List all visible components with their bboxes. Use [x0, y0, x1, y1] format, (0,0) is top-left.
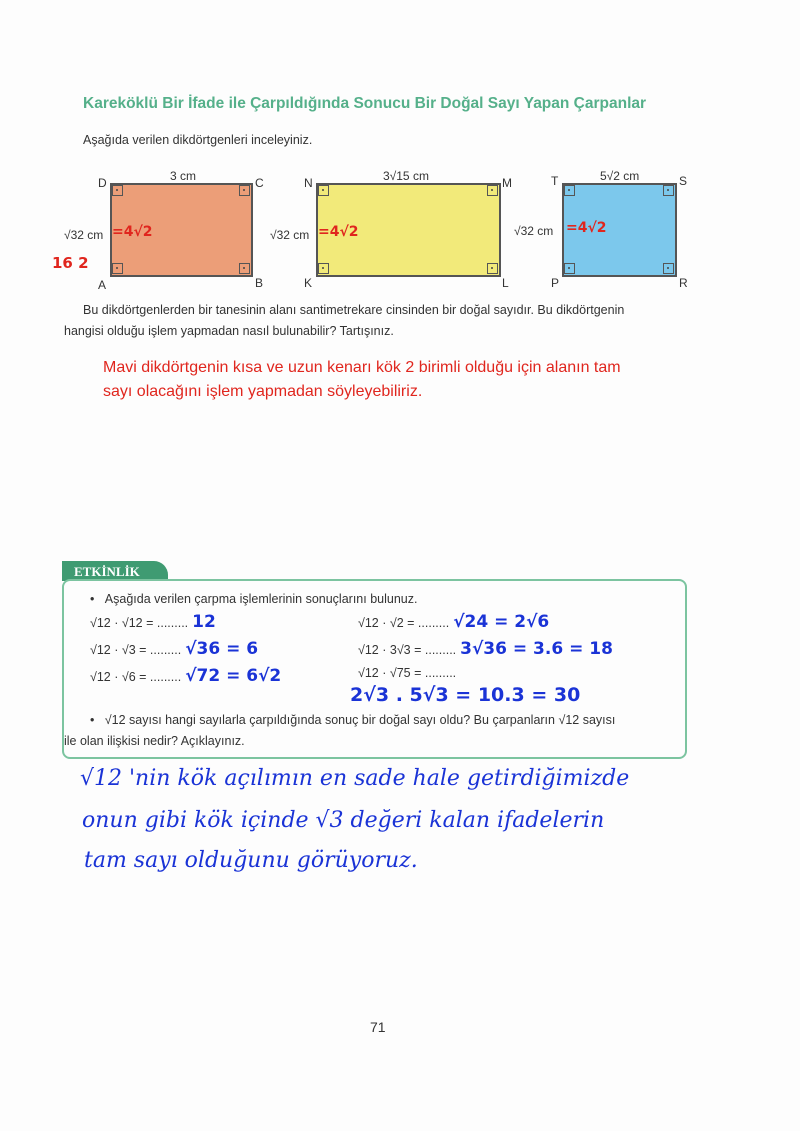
equation-row — [358, 639, 613, 659]
vertex-label: P — [551, 276, 560, 290]
vertex-label: B — [255, 276, 264, 290]
vertex-label: S — [679, 174, 688, 188]
equation: √12 · 3√3 = ......... — [358, 643, 457, 657]
handwritten-note: =4√2 — [112, 224, 153, 240]
handwritten-note: =4√2 — [566, 220, 607, 236]
vertex-label: A — [98, 278, 107, 292]
vertex-label: D — [98, 176, 107, 190]
activity-tab: ETKİNLİK — [62, 561, 168, 581]
vertex-label: T — [551, 174, 559, 188]
activity-question-2: ile olan ilişkisi nedir? Açıklayınız. — [64, 734, 245, 748]
equation-row — [90, 666, 281, 686]
answer-line-1: Mavi dikdörtgenin kısa ve uzun kenarı kök 2 birimli olduğu için alanın tam — [103, 359, 621, 376]
top-length: 5√2 cm — [600, 169, 640, 183]
vertex-label: M — [502, 176, 512, 190]
handwritten-answer: √36 = 6 — [185, 639, 259, 659]
vertex-label: R — [679, 276, 688, 290]
equation-row — [90, 639, 258, 659]
equation-row — [90, 612, 216, 632]
handwritten-line-2: onun gibi kök içinde √3 değeri kalan ifadelerin — [82, 808, 605, 833]
side-length: √32 cm — [270, 228, 310, 242]
vertex-label: C — [255, 176, 264, 190]
handwritten-factor: 16 2 — [52, 254, 89, 272]
question-line-1: Bu dikdörtgenlerden bir tanesinin alanı santimetrekare cinsinden bir doğal sayıdır. Bu dikdörtgenin — [83, 303, 625, 317]
page-number: 71 — [370, 1019, 386, 1035]
section-title: Kareköklü Bir İfade ile Çarpıldığında Sonucu Bir Doğal Sayı Yapan Çarpanlar — [83, 95, 647, 112]
handwritten-line-3: tam sayı olduğunu görüyoruz. — [84, 848, 418, 873]
equation: √12 · √3 = ......... — [90, 643, 182, 657]
top-length: 3 cm — [170, 169, 197, 183]
equation: √12 · √6 = ......... — [90, 670, 182, 684]
handwritten-answer: √24 = 2√6 — [453, 612, 550, 632]
handwritten-answer: 12 — [192, 612, 216, 632]
handwritten-line-1: √12 'nin kök açılımın en sade hale getirdiğimizde — [80, 766, 630, 791]
handwritten-answer: 2√3 . 5√3 = 10.3 = 30 — [350, 684, 581, 706]
equation: √12 · √12 = ......... — [90, 616, 189, 630]
side-length: √32 cm — [64, 228, 104, 242]
question-line-2: hangisi olduğu işlem yapmadan nasıl bulunabilir? Tartışınız. — [64, 324, 394, 338]
top-length: 3√15 cm — [383, 169, 429, 183]
handwritten-answer: √72 = 6√2 — [185, 666, 282, 686]
handwritten-note: =4√2 — [318, 224, 359, 240]
vertex-label: K — [304, 276, 313, 290]
vertex-label: L — [502, 276, 509, 290]
equation-row — [358, 612, 549, 632]
answer-line-2: sayı olacağını işlem yapmadan söyleyebiliriz. — [103, 383, 423, 400]
side-length: √32 cm — [514, 224, 554, 238]
activity-instruction: • Aşağıda verilen çarpma işlemlerinin sonuçlarını bulunuz. — [90, 592, 418, 606]
handwritten-answer: 3√36 = 3.6 = 18 — [460, 639, 613, 659]
equation: √12 · √2 = ......... — [358, 616, 450, 630]
intro-text: Aşağıda verilen dikdörtgenleri inceleyiniz. — [83, 133, 313, 147]
equation: √12 · √75 = ......... — [358, 666, 457, 680]
vertex-label: N — [304, 176, 313, 190]
activity-question-1: • √12 sayısı hangi sayılarla çarpıldığında sonuç bir doğal sayı oldu? Bu çarpanların √12 sayısı — [90, 713, 616, 727]
